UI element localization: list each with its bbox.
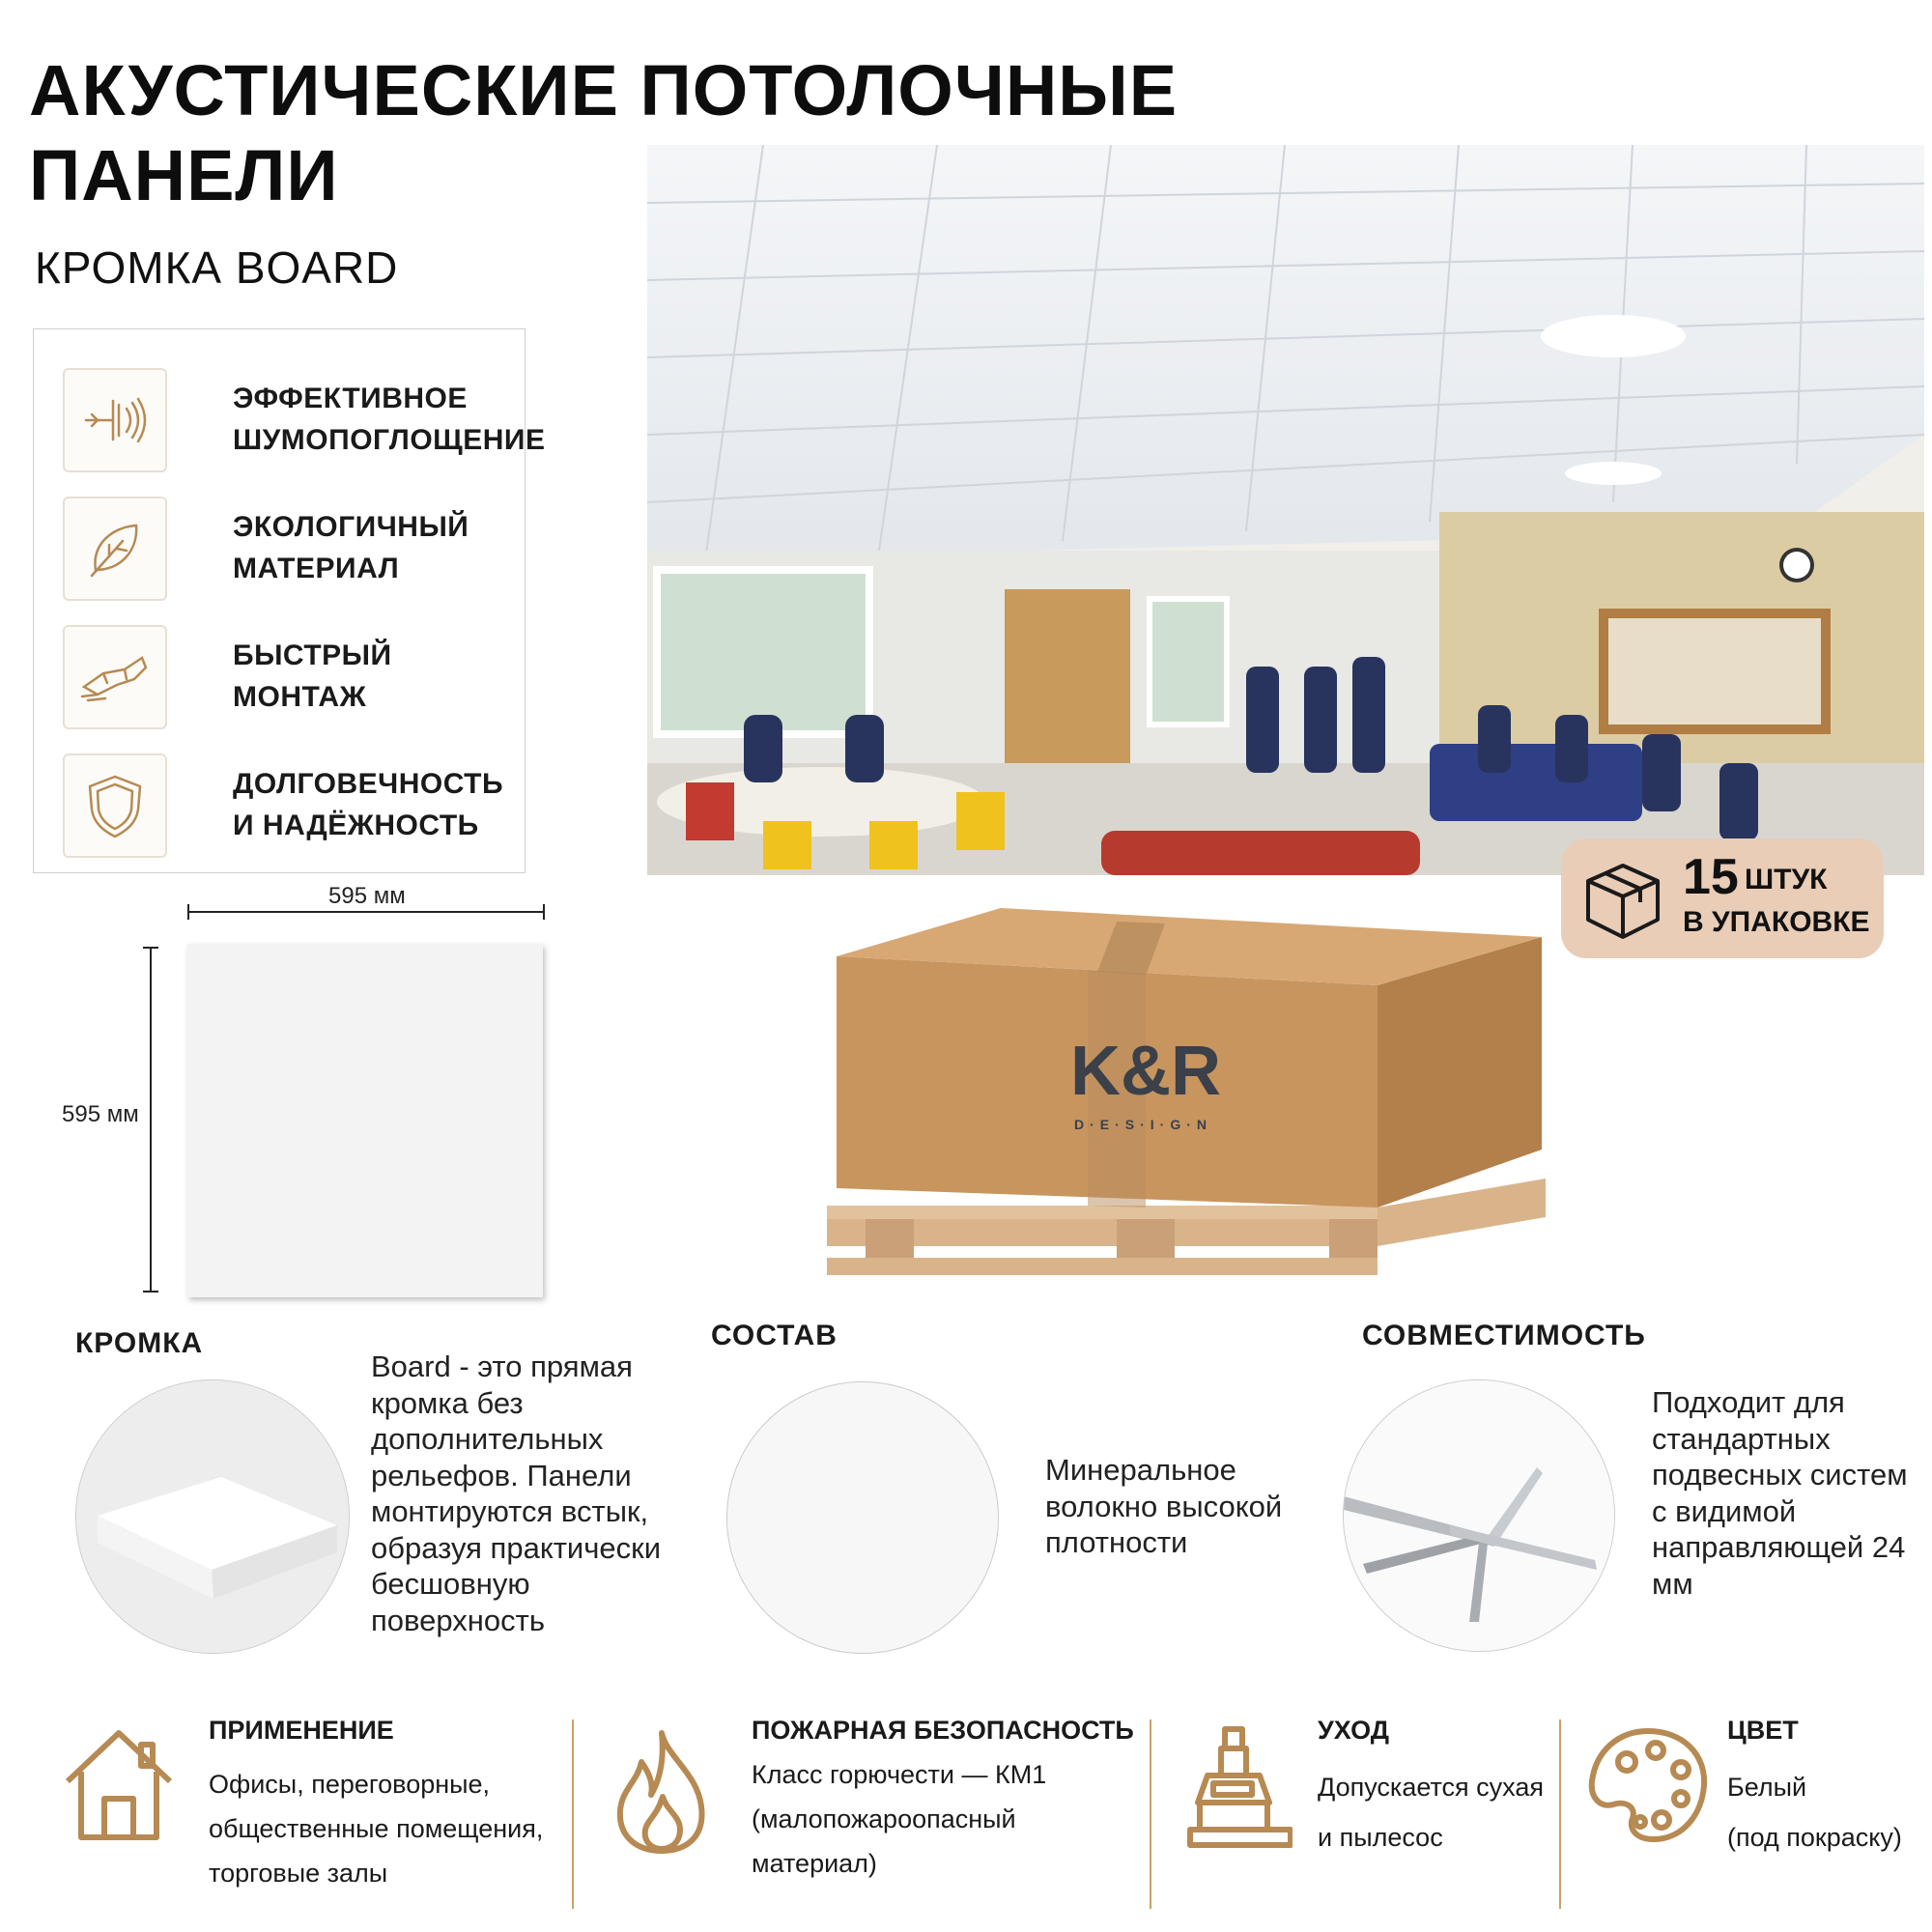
- title-line-2: ПАНЕЛИ: [29, 135, 339, 215]
- sound-absorption-icon: [63, 368, 167, 472]
- width-dimension-line: [187, 911, 545, 913]
- house-icon: [62, 1725, 176, 1843]
- height-tick-top: [143, 947, 158, 949]
- info-title: ПОЖАРНАЯ БЕЗОПАСНОСТЬ: [752, 1716, 1134, 1745]
- features-panel: [33, 328, 546, 873]
- vacuum-icon: [1186, 1723, 1293, 1853]
- feature-item: [63, 753, 517, 862]
- width-label: 595 мм: [328, 883, 406, 909]
- info-care: [1157, 1700, 1557, 1932]
- info-title: УХОД: [1318, 1716, 1389, 1745]
- info-row: [0, 1700, 1932, 1932]
- box-icon: [1580, 858, 1665, 943]
- composition-text: Минеральное волокно высокой плотности: [1045, 1453, 1283, 1559]
- feature-label: ЭКОЛОГИЧНЫЙ МАТЕРИАЛ: [233, 511, 469, 584]
- info-text: Офисы, переговорные, общественные помещения, торговые залы: [209, 1770, 544, 1888]
- width-tick-left: [187, 904, 189, 920]
- divider: [572, 1719, 574, 1909]
- composition-title: СОСТАВ: [711, 1320, 838, 1351]
- info-application: [0, 1700, 570, 1932]
- title-line-1: АКУСТИЧЕСКИЕ ПОТОЛОЧНЫЕ: [29, 50, 1179, 130]
- feature-label: ЭФФЕКТИВНОЕ ШУМОПОГЛОЩЕНИЕ: [233, 383, 546, 456]
- shield-icon: [63, 753, 167, 858]
- edge-title: КРОМКА: [75, 1327, 204, 1359]
- box-brand: K&R: [1070, 1033, 1221, 1110]
- info-title: ЦВЕТ: [1727, 1716, 1799, 1745]
- feature-label: ДОЛГОВЕЧНОСТЬ И НАДЁЖНОСТЬ: [233, 768, 504, 841]
- info-color: [1567, 1700, 1932, 1932]
- composition-image: [726, 1381, 999, 1654]
- palette-icon: [1586, 1725, 1710, 1845]
- ceiling-panel-image: [187, 944, 543, 1297]
- feature-item: [63, 625, 517, 733]
- package-badge: [1561, 838, 1884, 958]
- compatibility-title: СОВМЕСТИМОСТЬ: [1362, 1320, 1646, 1351]
- edge-text: Board - это прямая кромка без дополнительных рельефов. Панели монтируются встык, образуя практически бесшовную поверхность: [371, 1350, 662, 1637]
- info-fire-safety: [580, 1700, 1148, 1932]
- divider: [1559, 1719, 1561, 1909]
- height-dimension-line: [150, 947, 152, 1293]
- package-count: 15: [1683, 849, 1739, 905]
- compatibility-image: [1343, 1379, 1615, 1652]
- package-line2: В УПАКОВКЕ: [1683, 906, 1870, 938]
- feature-item: [63, 368, 546, 476]
- feature-item: [63, 497, 517, 605]
- page-subtitle: КРОМКА BOARD: [35, 242, 399, 293]
- box-brand-sub: D·E·S·I·G·N: [1074, 1117, 1212, 1132]
- interior-photo: [647, 145, 1924, 875]
- fast-install-icon: [63, 625, 167, 729]
- divider: [1150, 1719, 1151, 1909]
- box-on-pallet-image: [827, 898, 1548, 1304]
- edge-image: [75, 1379, 350, 1654]
- info-title: ПРИМЕНЕНИЕ: [209, 1716, 394, 1745]
- info-text: Допускается сухая и пылесос: [1318, 1773, 1544, 1852]
- height-tick-bottom: [143, 1291, 158, 1293]
- package-unit: ШТУК: [1745, 864, 1828, 895]
- info-text: Белый (под покраску): [1727, 1773, 1902, 1852]
- info-text: Класс горючести — КМ1 (малопожароопасный материал): [752, 1760, 1047, 1878]
- leaf-icon: [63, 497, 167, 601]
- width-tick-right: [543, 904, 545, 920]
- compatibility-text: Подходит для стандартных подвесных систем с видимой направляющей 24 мм: [1652, 1385, 1908, 1601]
- fire-icon: [609, 1727, 715, 1857]
- height-label: 595 мм: [62, 1101, 139, 1127]
- feature-label: БЫСТРЫЙ МОНТАЖ: [233, 639, 392, 713]
